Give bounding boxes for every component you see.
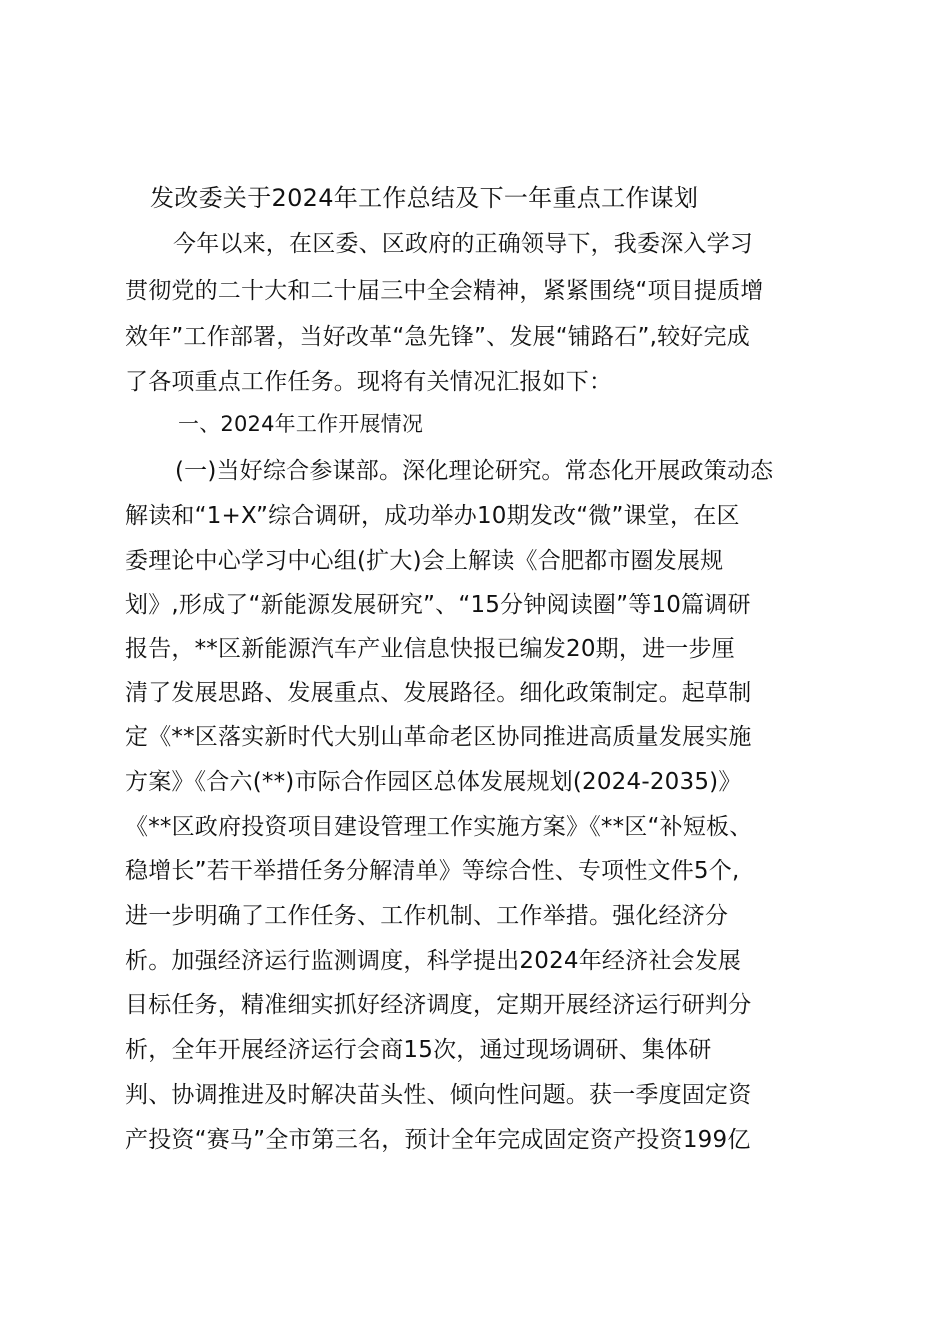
body-line: 定《**区落实新时代大别山革命老区协同推进高质量发展实施 <box>125 724 752 750</box>
body-line: 目标任务，精准细实抓好经济调度，定期开展经济运行研判分 <box>125 992 752 1018</box>
body-line: 进一步明确了工作任务、工作机制、工作举措。强化经济分 <box>125 903 729 929</box>
body-line: 划》,形成了“新能源发展研究”、“15分钟阅读圈”等10篇调研 <box>125 592 751 618</box>
body-line: 产投资“赛马”全市第三名，预计全年完成固定资产投资199亿 <box>125 1127 751 1153</box>
body-line: 析。加强经济运行监测调度，科学提出2024年经济社会发展 <box>125 948 742 974</box>
body-line: 解读和“1+X”综合调研，成功举办10期发改“微”课堂，在区 <box>125 503 740 529</box>
body-line: 今年以来，在区委、区政府的正确领导下，我委深入学习 <box>173 231 753 257</box>
body-line: (一)当好综合参谋部。深化理论研究。常态化开展政策动态 <box>175 458 774 484</box>
body-line: 《**区政府投资项目建设管理工作实施方案》《**区“补短板、 <box>125 814 753 840</box>
body-line: 贯彻党的二十大和二十届三中全会精神，紧紧围绕“项目提质增 <box>125 278 764 304</box>
body-line: 委理论中心学习中心组(扩大)会上解读《合肥都市圈发展规 <box>125 548 724 574</box>
document-title: 发改委关于2024年工作总结及下一年重点工作谋划 <box>150 184 699 212</box>
body-line: 了各项重点工作任务。现将有关情况汇报如下： <box>125 369 613 395</box>
body-line: 稳增长”若干举措任务分解清单》等综合性、专项性文件5个, <box>125 858 740 884</box>
section-heading: 一、2024年工作开展情况 <box>178 412 424 436</box>
body-line: 析，全年开展经济运行会商15次，通过现场调研、集体研 <box>125 1037 712 1063</box>
body-line: 报告，**区新能源汽车产业信息快报已编发20期，进一步厘 <box>125 636 735 662</box>
body-line: 清了发展思路、发展重点、发展路径。细化政策制定。起草制 <box>125 680 752 706</box>
body-line: 判、协调推进及时解决苗头性、倾向性问题。获一季度固定资 <box>125 1082 752 1108</box>
body-line: 方案》《合六(**)市际合作园区总体发展规划(2024-2035)》 <box>125 769 742 795</box>
body-line: 效年”工作部署，当好改革“急先锋”、发展“铺路石”,较好完成 <box>125 324 750 350</box>
